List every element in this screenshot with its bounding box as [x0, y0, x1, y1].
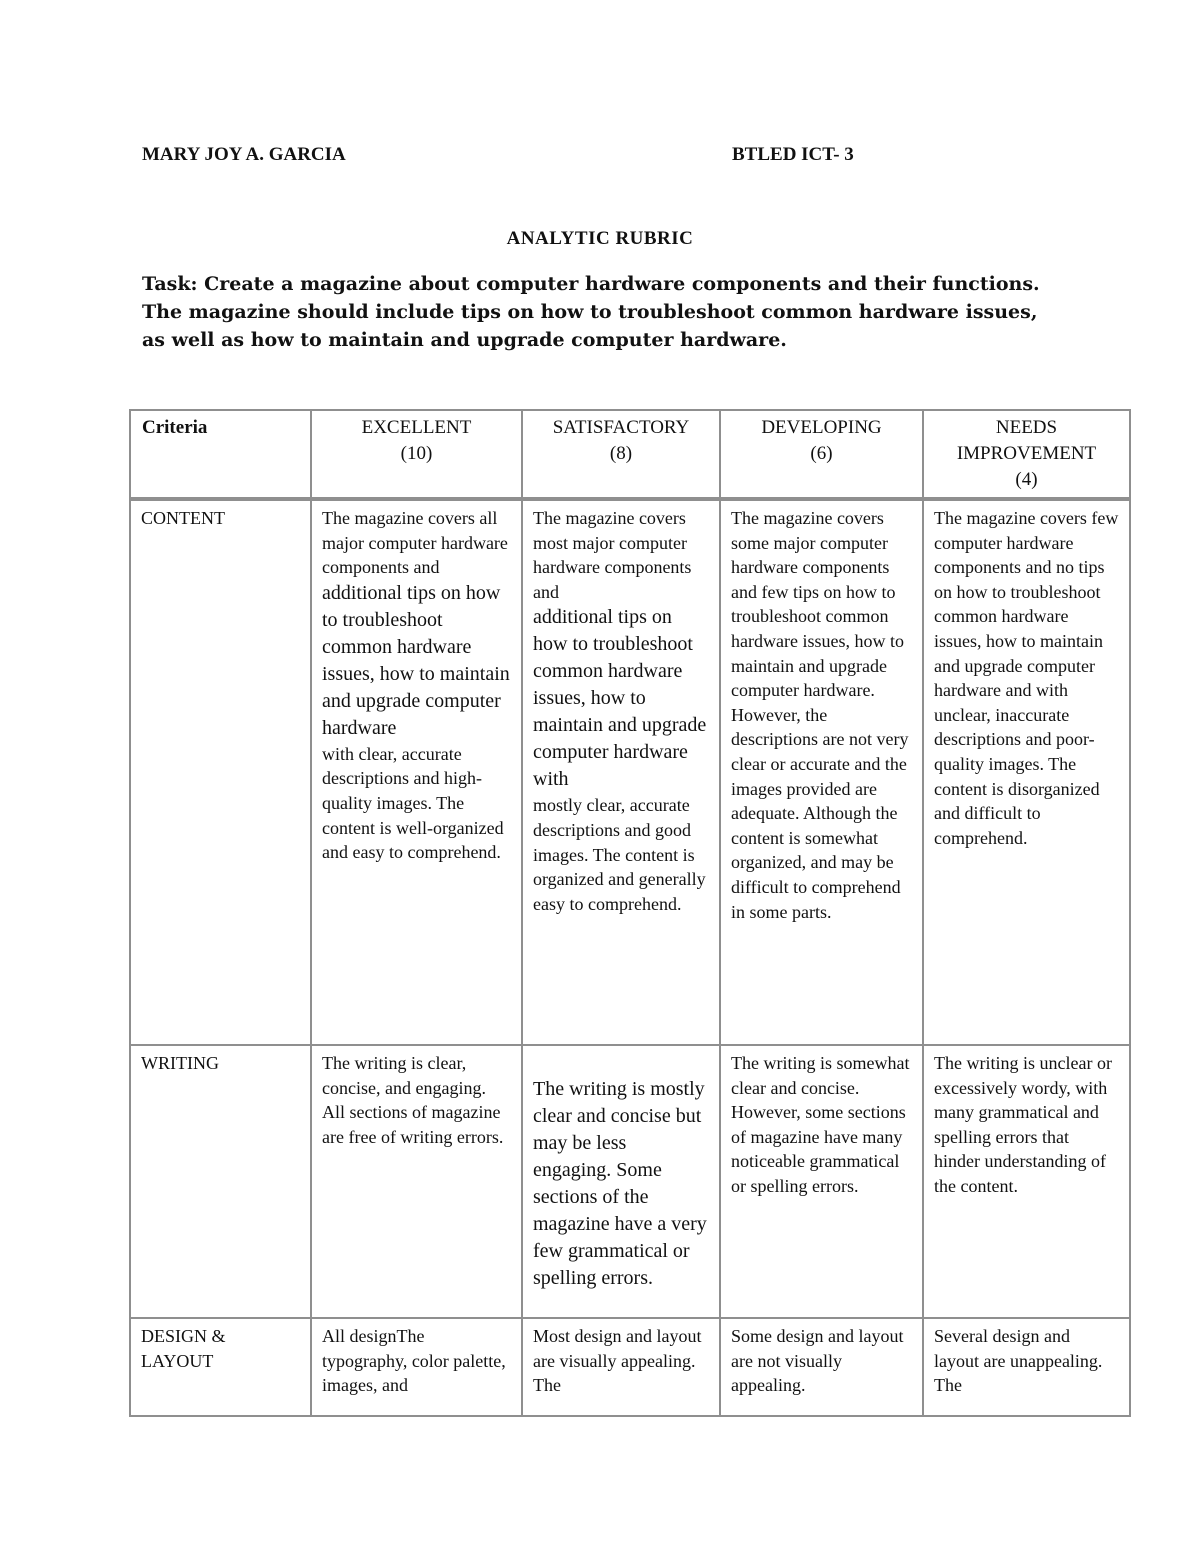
cell-text: with clear, accurate descriptions and high-quality images. The content is well-organized and easy to comprehend.: [322, 743, 504, 863]
rubric-header-row: [130, 410, 1130, 499]
criterion-writing: WRITING: [130, 1045, 311, 1318]
cell-content-developing: The magazine covers some major computer hardware components and few tips on how to troubleshoot common hardware issues, how to maintain and upgrade computer hardware. However, the descriptions are not very clear or accurate and the images provided are adequate. Although the content is somewhat organized, and may be difficult to comprehend in some parts.: [720, 499, 923, 1045]
cell-text: The writing is mostly clear and concise but may be less engaging. Some sections of the magazine have a very few grammatical or spelling errors.: [533, 1078, 707, 1289]
level-header-needs-improvement: [923, 410, 1130, 499]
rubric-row-design-layout: [130, 1318, 1130, 1416]
cell-design-excellent: All designThe typography, color palette, images, and: [311, 1318, 522, 1416]
cell-content-satisfactory: [522, 499, 720, 1045]
document-title: ANALYTIC RUBRIC: [506, 228, 694, 249]
level-score: (10): [400, 443, 433, 464]
level-name: NEEDS IMPROVEMENT: [956, 417, 1097, 464]
level-score: (6): [810, 443, 833, 464]
task-label: Task:: [142, 273, 198, 295]
rubric-row-content: [130, 499, 1130, 1045]
cell-writing-developing: The writing is somewhat clear and concise. However, some sections of magazine have many noticeable grammatical or spelling errors.: [720, 1045, 923, 1318]
cell-design-satisfactory: Most design and layout are visually appealing. The: [522, 1318, 720, 1416]
cell-text: mostly clear, accurate descriptions and good images. The content is organized and generally easy to comprehend.: [533, 795, 706, 914]
course-code: BTLED ICT- 3: [732, 144, 854, 165]
level-header-developing: [720, 410, 923, 499]
cell-content-excellent: [311, 499, 522, 1045]
level-name: EXCELLENT: [361, 417, 472, 438]
level-score: (4): [1015, 469, 1038, 490]
level-header-excellent: [311, 410, 522, 499]
level-header-satisfactory: [522, 410, 720, 499]
level-name: DEVELOPING: [761, 417, 882, 438]
cell-text: additional tips on how to troubleshoot common hardware issues, how to maintain and upgrade computer hardware with: [533, 606, 707, 791]
cell-design-developing: Some design and layout are not visually appealing.: [720, 1318, 923, 1416]
cell-writing-satisfactory: [522, 1045, 720, 1318]
rubric-table: [129, 409, 1131, 1417]
cell-writing-excellent: The writing is clear, concise, and engaging. All sections of magazine are free of writing errors.: [311, 1045, 522, 1318]
cell-text: additional tips on how to troubleshoot common hardware issues, how to maintain and upgrade computer hardware: [322, 581, 510, 739]
task-description: [142, 270, 1062, 354]
cell-text: The magazine covers most major computer hardware components and: [533, 508, 692, 602]
criteria-header: Criteria: [130, 410, 311, 499]
cell-text: The magazine covers all major computer hardware components and: [322, 508, 508, 578]
level-name: SATISFACTORY: [552, 417, 690, 438]
level-score: (8): [609, 443, 633, 464]
rubric-row-writing: [130, 1045, 1130, 1318]
task-text: Create a magazine about computer hardware components and their functions. The magazine should include tips on how to troubleshoot common hardware issues, as well as how to maintain and upgrade computer hardware.: [142, 273, 1040, 351]
criterion-content: CONTENT: [130, 499, 311, 1045]
cell-writing-needs-improvement: The writing is unclear or excessively wordy, with many grammatical and spelling errors that hinder understanding of the content.: [923, 1045, 1130, 1318]
criterion-design-layout: DESIGN & LAYOUT: [130, 1318, 311, 1416]
cell-content-needs-improvement: The magazine covers few computer hardware components and no tips on how to troubleshoot common hardware issues, how to maintain and upgrade computer hardware and with unclear, inaccurate descriptions and poor-quality images. The content is disorganized and difficult to comprehend.: [923, 499, 1130, 1045]
cell-design-needs-improvement: Several design and layout are unappealing. The: [923, 1318, 1130, 1416]
student-name: MARY JOY A. GARCIA: [142, 144, 346, 165]
